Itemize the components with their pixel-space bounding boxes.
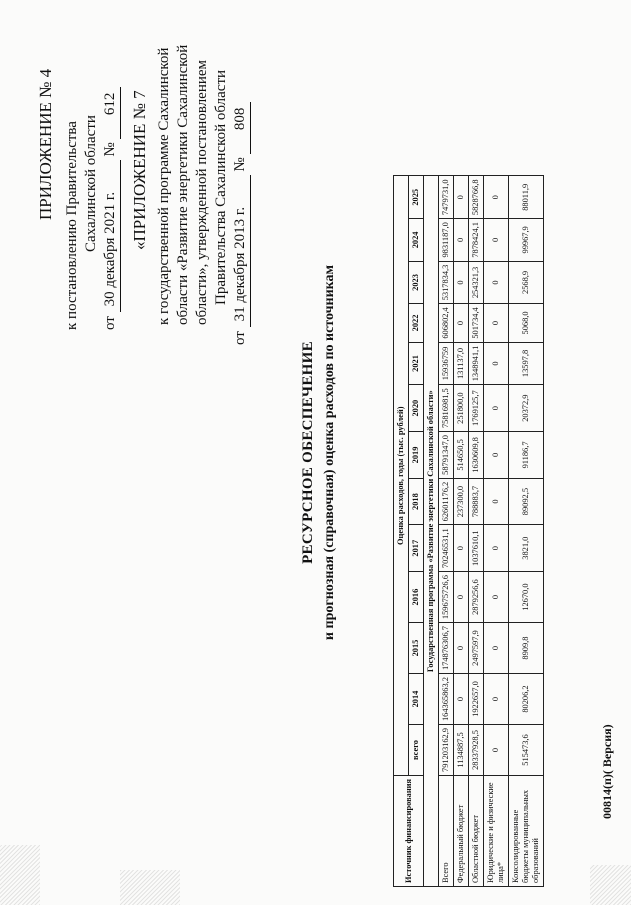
cell-total: 791203162,9 xyxy=(439,725,454,776)
table-row xyxy=(454,176,469,887)
cell-value: 174876306,7 xyxy=(439,623,454,674)
cell-value: 2879256,6 xyxy=(469,572,484,623)
annex-original-from-label: от xyxy=(232,331,248,345)
col-year-header: 2016 xyxy=(409,572,424,623)
cell-value: 13597,8 xyxy=(509,342,544,385)
table-row xyxy=(509,176,544,887)
cell-value: 1037610,1 xyxy=(469,525,484,572)
cell-value: 0 xyxy=(484,219,509,262)
cell-value: 501734,4 xyxy=(469,304,484,342)
annex-current-num-label: № xyxy=(102,142,118,157)
row-source: Федеральный бюджет xyxy=(454,775,469,886)
row-source: Консолидированные бюджеты муниципальных образований xyxy=(509,775,544,886)
page-title: РЕСУРСНОЕ ОБЕСПЕЧЕНИЕ xyxy=(300,341,316,564)
program-name: Государственная программа «Развитие энергетики Сахалинской области» xyxy=(424,176,439,887)
col-year-header: 2015 xyxy=(409,623,424,674)
col-total-header: всего xyxy=(409,725,424,776)
cell-total: 515473,6 xyxy=(509,725,544,776)
cell-value: 5317834,3 xyxy=(439,261,454,304)
cell-total: 1134887,5 xyxy=(454,725,469,776)
cell-value: 0 xyxy=(454,572,469,623)
col-year-header: 2019 xyxy=(409,432,424,479)
cell-value: 0 xyxy=(454,623,469,674)
cell-value: 0 xyxy=(484,432,509,479)
cell-value: 7479731,0 xyxy=(439,176,454,219)
cell-value: 237300,0 xyxy=(454,478,469,524)
cell-value: 20372,9 xyxy=(509,385,544,432)
col-year-header: 2014 xyxy=(409,674,424,725)
cell-value: 2568,9 xyxy=(509,261,544,304)
cell-value: 80206,2 xyxy=(509,674,544,725)
cell-value: 0 xyxy=(484,385,509,432)
cell-value: 62601176,2 xyxy=(439,478,454,524)
cell-value: 2497597,9 xyxy=(469,623,484,674)
cell-value: 12670,0 xyxy=(509,572,544,623)
cell-value: 159675726,6 xyxy=(439,572,454,623)
annex-original-date: 31 декабря 2013 г. xyxy=(231,175,251,327)
scan-noise-bottom-left xyxy=(590,865,631,905)
annex-original-line2: области «Развитие энергетики Сахалинской xyxy=(175,44,191,325)
annex-current-line1: к постановлению Правительства xyxy=(64,121,80,330)
cell-value: 131137,0 xyxy=(454,342,469,385)
program-row xyxy=(424,176,439,887)
cell-value: 1922657,0 xyxy=(469,674,484,725)
annex-original-line4: Правительства Сахалинской области xyxy=(213,69,229,305)
cell-value: 1769125,7 xyxy=(469,385,484,432)
cell-total: 0 xyxy=(484,725,509,776)
annex-original-line3: области», утвержденной постановлением xyxy=(194,59,210,325)
cell-value: 0 xyxy=(484,342,509,385)
annex-current xyxy=(36,69,121,330)
col-source-header: Источник финансирования xyxy=(394,775,424,886)
annex-current-date-line xyxy=(101,69,121,330)
cell-total: 28337928,5 xyxy=(469,725,484,776)
col-year-header: 2021 xyxy=(409,342,424,385)
cell-value: 514650,5 xyxy=(454,432,469,479)
cell-value: 0 xyxy=(454,176,469,219)
col-year-header: 2025 xyxy=(409,176,424,219)
col-year-header: 2022 xyxy=(409,304,424,342)
group-header: Оценка расходов, годы (тыс. рублей) xyxy=(394,176,409,775)
annex-current-line2: Сахалинской области xyxy=(83,115,99,252)
annex-original xyxy=(130,45,251,345)
cell-value: 0 xyxy=(484,525,509,572)
table-header-row-1 xyxy=(394,176,409,887)
cell-value: 7878424,1 xyxy=(469,219,484,262)
cell-value: 0 xyxy=(454,304,469,342)
cell-value: 5828766,8 xyxy=(469,176,484,219)
cell-value: 606802,4 xyxy=(439,304,454,342)
annex-original-line1: к государственной программе Сахалинской xyxy=(156,47,172,325)
cell-value: 0 xyxy=(484,478,509,524)
cell-value: 1348941,1 xyxy=(469,342,484,385)
cell-value: 88011,9 xyxy=(509,176,544,219)
annex-original-number: 808 xyxy=(231,102,251,154)
cell-value: 1630609,8 xyxy=(469,432,484,479)
annex-current-title: ПРИЛОЖЕНИЕ № 4 xyxy=(36,68,55,220)
col-year-header: 2024 xyxy=(409,219,424,262)
cell-value: 164365863,2 xyxy=(439,674,454,725)
cell-value: 58791347,0 xyxy=(439,432,454,479)
col-year-header: 2017 xyxy=(409,525,424,572)
cell-value: 254321,3 xyxy=(469,261,484,304)
funding-table xyxy=(393,175,544,887)
cell-value: 0 xyxy=(484,261,509,304)
cell-value: 0 xyxy=(454,674,469,725)
table-row xyxy=(439,176,454,887)
row-source: Областной бюджет xyxy=(469,775,484,886)
cell-value: 788883,7 xyxy=(469,478,484,524)
cell-value: 15936759 xyxy=(439,342,454,385)
col-year-header: 2018 xyxy=(409,478,424,524)
cell-value: 0 xyxy=(454,525,469,572)
col-year-header: 2023 xyxy=(409,261,424,304)
cell-value: 5068,0 xyxy=(509,304,544,342)
annex-original-title: «ПРИЛОЖЕНИЕ № 7 xyxy=(130,90,149,250)
annex-original-num-label: № xyxy=(232,157,248,172)
cell-value: 89092,5 xyxy=(509,478,544,524)
cell-value: 0 xyxy=(454,219,469,262)
cell-value: 0 xyxy=(484,674,509,725)
page-subtitle: и прогнозная (справочная) оценка расходов по источникам xyxy=(322,264,337,641)
cell-value: 70246531,1 xyxy=(439,525,454,572)
cell-value: 0 xyxy=(484,623,509,674)
cell-value: 3821,0 xyxy=(509,525,544,572)
row-source: Всего xyxy=(439,775,454,886)
cell-value: 99967,9 xyxy=(509,219,544,262)
row-source: Юридические и физические лица* xyxy=(484,775,509,886)
annex-original-date-line xyxy=(231,45,251,345)
cell-value: 9831187,0 xyxy=(439,219,454,262)
annex-current-from-label: от xyxy=(102,316,118,330)
col-year-header: 2020 xyxy=(409,385,424,432)
cell-value: 0 xyxy=(484,304,509,342)
cell-value: 251800,0 xyxy=(454,385,469,432)
scan-noise-top-left xyxy=(0,845,40,905)
cell-value: 0 xyxy=(484,176,509,219)
annex-current-date: 30 декабря 2021 г. xyxy=(101,160,121,312)
annex-current-number: 612 xyxy=(101,87,121,139)
cell-value: 0 xyxy=(454,261,469,304)
footer-code: 00814(п)( Версия) xyxy=(600,724,614,819)
cell-value: 91186,7 xyxy=(509,432,544,479)
cell-value: 8909,8 xyxy=(509,623,544,674)
scan-noise-left xyxy=(120,870,180,905)
cell-value: 75816981,5 xyxy=(439,385,454,432)
cell-value: 0 xyxy=(484,572,509,623)
table-row xyxy=(484,176,509,887)
table-row xyxy=(469,176,484,887)
